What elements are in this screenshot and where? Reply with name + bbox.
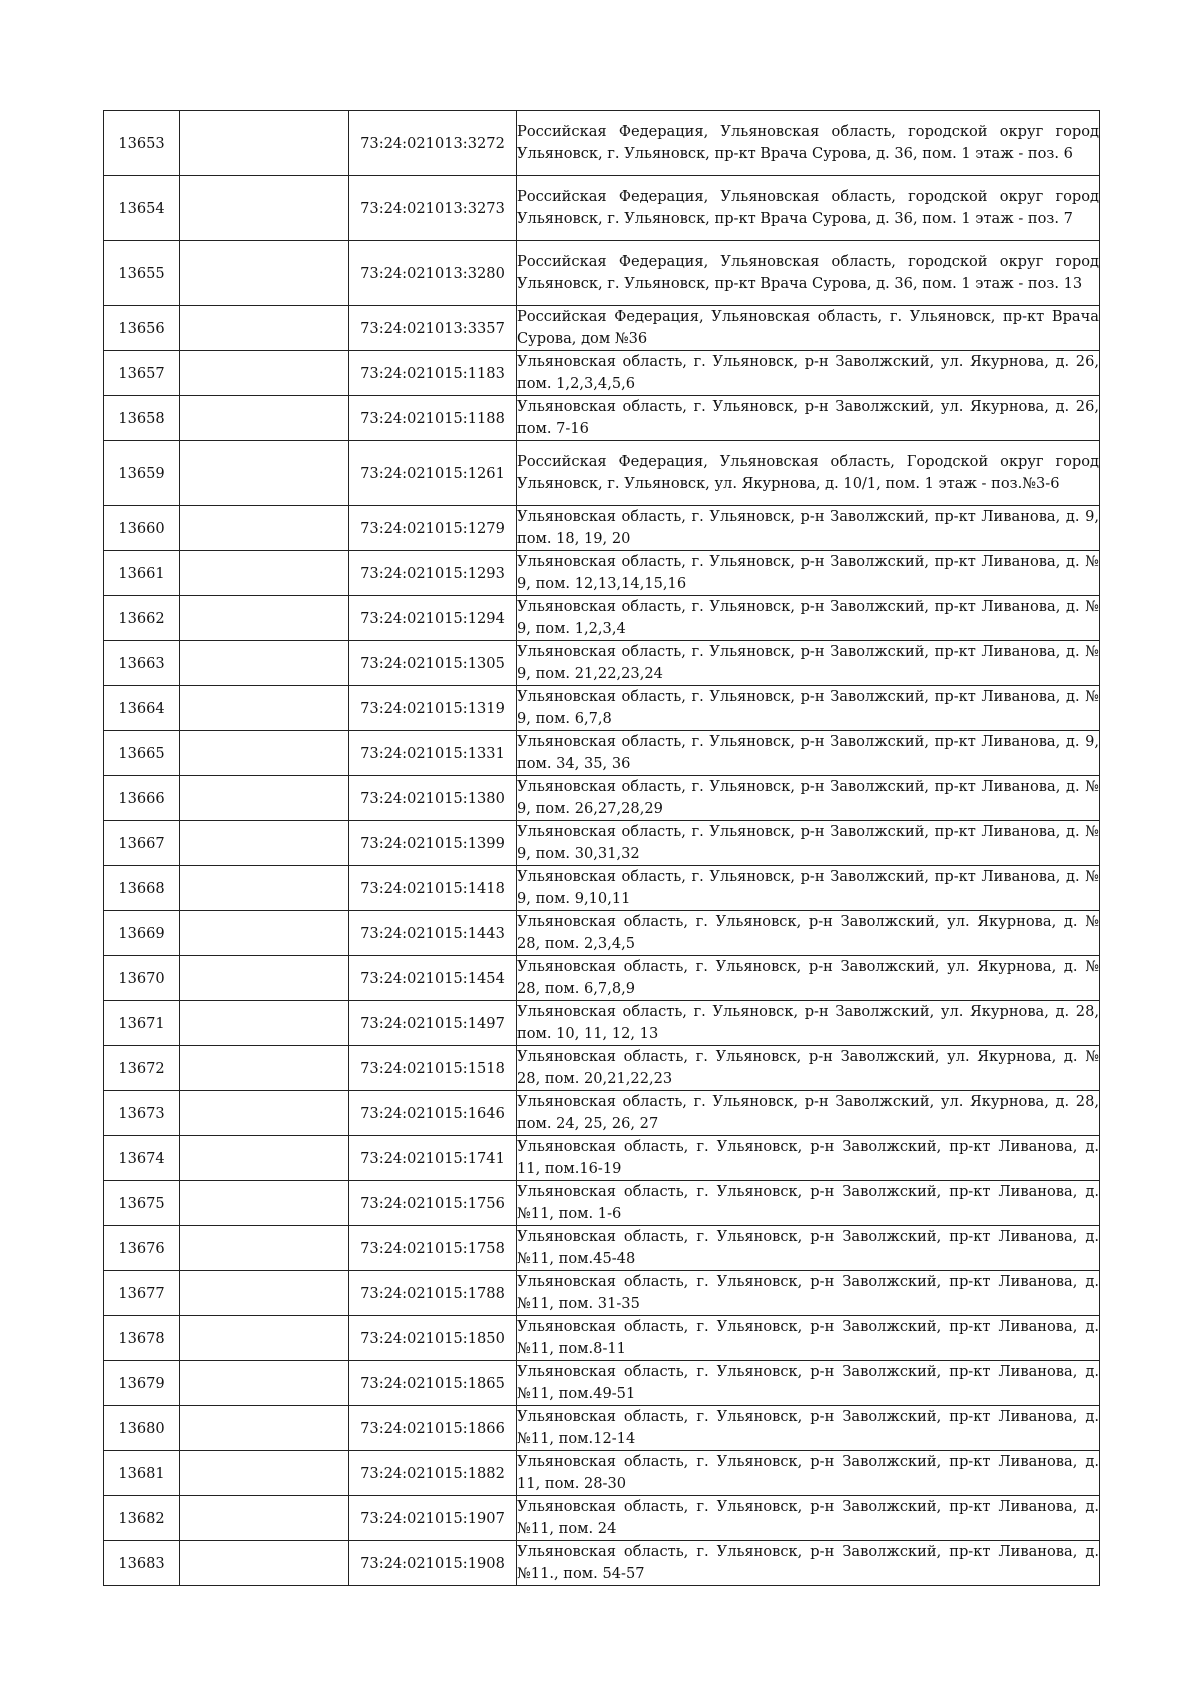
- row-number-cell: 13683: [104, 1541, 180, 1586]
- row-number-cell: 13658: [104, 396, 180, 441]
- owner-cell: [180, 596, 349, 641]
- table-row: [104, 176, 1100, 241]
- table-row: [104, 241, 1100, 306]
- address-cell: Ульяновская область, г. Ульяновск, р-н Заволжский, ул. Якурнова, д. № 28, пом. 2,3,4,5: [517, 911, 1100, 956]
- table-row: [104, 1406, 1100, 1451]
- cadastral-number-cell: 73:24:021015:1331: [349, 731, 517, 776]
- cadastral-number-cell: 73:24:021013:3272: [349, 111, 517, 176]
- owner-cell: [180, 956, 349, 1001]
- cadastral-number-cell: 73:24:021015:1454: [349, 956, 517, 1001]
- owner-cell: [180, 911, 349, 956]
- address-cell: Ульяновская область, г. Ульяновск, р-н Заволжский, пр-кт Ливанова, д. №11, пом. 24: [517, 1496, 1100, 1541]
- address-cell: Ульяновская область, г. Ульяновск, р-н Заволжский, пр-кт Ливанова, д. № 9, пом. 12,13,14,15,16: [517, 551, 1100, 596]
- address-cell: Ульяновская область, г. Ульяновск, р-н Заволжский, ул. Якурнова, д. № 28, пом. 6,7,8,9: [517, 956, 1100, 1001]
- owner-cell: [180, 1046, 349, 1091]
- owner-cell: [180, 111, 349, 176]
- address-cell: Российская Федерация, Ульяновская область, г. Ульяновск, пр-кт Врача Сурова, дом №36: [517, 306, 1100, 351]
- cadastral-number-cell: 73:24:021015:1443: [349, 911, 517, 956]
- row-number-cell: 13655: [104, 241, 180, 306]
- table-row: [104, 1271, 1100, 1316]
- cadastral-number-cell: 73:24:021015:1319: [349, 686, 517, 731]
- cadastral-number-cell: 73:24:021015:1305: [349, 641, 517, 686]
- table-row: [104, 596, 1100, 641]
- cadastral-number-cell: 73:24:021015:1882: [349, 1451, 517, 1496]
- table-row: [104, 1316, 1100, 1361]
- owner-cell: [180, 1181, 349, 1226]
- owner-cell: [180, 1226, 349, 1271]
- cadastral-number-cell: 73:24:021015:1188: [349, 396, 517, 441]
- cadastral-number-cell: 73:24:021015:1907: [349, 1496, 517, 1541]
- table-row: [104, 911, 1100, 956]
- row-number-cell: 13671: [104, 1001, 180, 1046]
- address-cell: Ульяновская область, г. Ульяновск, р-н Заволжский, ул. Якурнова, д. 28, пом. 24, 25, 26, 27: [517, 1091, 1100, 1136]
- cadastral-number-cell: 73:24:021015:1279: [349, 506, 517, 551]
- table-row: [104, 956, 1100, 1001]
- address-cell: Ульяновская область, г. Ульяновск, р-н Заволжский, пр-кт Ливанова, д. №11, пом.8-11: [517, 1316, 1100, 1361]
- cadastral-number-cell: 73:24:021015:1183: [349, 351, 517, 396]
- table-row: [104, 551, 1100, 596]
- owner-cell: [180, 441, 349, 506]
- cadastral-number-cell: 73:24:021015:1850: [349, 1316, 517, 1361]
- owner-cell: [180, 776, 349, 821]
- row-number-cell: 13666: [104, 776, 180, 821]
- owner-cell: [180, 306, 349, 351]
- address-cell: Российская Федерация, Ульяновская область, городской округ город Ульяновск, г. Ульяновск, пр-кт Врача Сурова, д. 36, пом. 1 этаж - поз. 13: [517, 241, 1100, 306]
- table-row: [104, 506, 1100, 551]
- address-cell: Ульяновская область, г. Ульяновск, р-н Заволжский, пр-кт Ливанова, д. 9, пом. 18, 19, 20: [517, 506, 1100, 551]
- owner-cell: [180, 1361, 349, 1406]
- owner-cell: [180, 686, 349, 731]
- registry-body: [104, 111, 1100, 1586]
- cadastral-number-cell: 73:24:021015:1788: [349, 1271, 517, 1316]
- address-cell: Ульяновская область, г. Ульяновск, р-н Заволжский, пр-кт Ливанова, д. 11, пом.16-19: [517, 1136, 1100, 1181]
- address-cell: Ульяновская область, г. Ульяновск, р-н Заволжский, ул. Якурнова, д. 28, пом. 10, 11, 12, 13: [517, 1001, 1100, 1046]
- cadastral-number-cell: 73:24:021015:1865: [349, 1361, 517, 1406]
- table-row: [104, 1451, 1100, 1496]
- row-number-cell: 13656: [104, 306, 180, 351]
- owner-cell: [180, 866, 349, 911]
- owner-cell: [180, 506, 349, 551]
- property-registry-table: [103, 110, 1100, 1586]
- cadastral-number-cell: 73:24:021015:1866: [349, 1406, 517, 1451]
- cadastral-number-cell: 73:24:021015:1380: [349, 776, 517, 821]
- row-number-cell: 13660: [104, 506, 180, 551]
- table-row: [104, 1001, 1100, 1046]
- table-row: [104, 1541, 1100, 1586]
- table-row: [104, 111, 1100, 176]
- row-number-cell: 13663: [104, 641, 180, 686]
- row-number-cell: 13681: [104, 1451, 180, 1496]
- address-cell: Ульяновская область, г. Ульяновск, р-н Заволжский, пр-кт Ливанова, д. № 9, пом. 30,31,32: [517, 821, 1100, 866]
- owner-cell: [180, 731, 349, 776]
- row-number-cell: 13654: [104, 176, 180, 241]
- address-cell: Российская Федерация, Ульяновская область, городской округ город Ульяновск, г. Ульяновск, пр-кт Врача Сурова, д. 36, пом. 1 этаж - поз. 6: [517, 111, 1100, 176]
- owner-cell: [180, 1271, 349, 1316]
- table-row: [104, 776, 1100, 821]
- cadastral-number-cell: 73:24:021015:1418: [349, 866, 517, 911]
- row-number-cell: 13664: [104, 686, 180, 731]
- row-number-cell: 13657: [104, 351, 180, 396]
- cadastral-number-cell: 73:24:021015:1908: [349, 1541, 517, 1586]
- cadastral-number-cell: 73:24:021015:1646: [349, 1091, 517, 1136]
- address-cell: Ульяновская область, г. Ульяновск, р-н Заволжский, пр-кт Ливанова, д. 11, пом. 28-30: [517, 1451, 1100, 1496]
- row-number-cell: 13668: [104, 866, 180, 911]
- owner-cell: [180, 1406, 349, 1451]
- owner-cell: [180, 1001, 349, 1046]
- table-row: [104, 641, 1100, 686]
- row-number-cell: 13678: [104, 1316, 180, 1361]
- row-number-cell: 13675: [104, 1181, 180, 1226]
- row-number-cell: 13679: [104, 1361, 180, 1406]
- table-row: [104, 1226, 1100, 1271]
- owner-cell: [180, 1136, 349, 1181]
- owner-cell: [180, 241, 349, 306]
- row-number-cell: 13677: [104, 1271, 180, 1316]
- cadastral-number-cell: 73:24:021013:3280: [349, 241, 517, 306]
- row-number-cell: 13669: [104, 911, 180, 956]
- owner-cell: [180, 176, 349, 241]
- owner-cell: [180, 1451, 349, 1496]
- owner-cell: [180, 1496, 349, 1541]
- table-row: [104, 821, 1100, 866]
- cadastral-number-cell: 73:24:021015:1518: [349, 1046, 517, 1091]
- table-row: [104, 1136, 1100, 1181]
- address-cell: Ульяновская область, г. Ульяновск, р-н Заволжский, ул. Якурнова, д. 26, пом. 7-16: [517, 396, 1100, 441]
- owner-cell: [180, 551, 349, 596]
- table-row: [104, 1361, 1100, 1406]
- cadastral-number-cell: 73:24:021015:1741: [349, 1136, 517, 1181]
- table-row: [104, 866, 1100, 911]
- address-cell: Ульяновская область, г. Ульяновск, р-н Заволжский, ул. Якурнова, д. 26, пом. 1,2,3,4,5,6: [517, 351, 1100, 396]
- table-row: [104, 1046, 1100, 1091]
- row-number-cell: 13667: [104, 821, 180, 866]
- row-number-cell: 13670: [104, 956, 180, 1001]
- cadastral-number-cell: 73:24:021015:1756: [349, 1181, 517, 1226]
- address-cell: Ульяновская область, г. Ульяновск, р-н Заволжский, пр-кт Ливанова, д. №11, пом. 1-6: [517, 1181, 1100, 1226]
- address-cell: Ульяновская область, г. Ульяновск, р-н Заволжский, пр-кт Ливанова, д. № 9, пом. 26,27,28,29: [517, 776, 1100, 821]
- table-row: [104, 731, 1100, 776]
- owner-cell: [180, 1316, 349, 1361]
- address-cell: Ульяновская область, г. Ульяновск, р-н Заволжский, пр-кт Ливанова, д. №11, пом.49-51: [517, 1361, 1100, 1406]
- owner-cell: [180, 821, 349, 866]
- row-number-cell: 13653: [104, 111, 180, 176]
- address-cell: Ульяновская область, г. Ульяновск, р-н Заволжский, пр-кт Ливанова, д. № 9, пом. 9,10,11: [517, 866, 1100, 911]
- cadastral-number-cell: 73:24:021013:3273: [349, 176, 517, 241]
- row-number-cell: 13672: [104, 1046, 180, 1091]
- owner-cell: [180, 351, 349, 396]
- address-cell: Ульяновская область, г. Ульяновск, р-н Заволжский, пр-кт Ливанова, д. №11, пом.12-14: [517, 1406, 1100, 1451]
- cadastral-number-cell: 73:24:021015:1294: [349, 596, 517, 641]
- table-row: [104, 396, 1100, 441]
- table-row: [104, 1091, 1100, 1136]
- cadastral-number-cell: 73:24:021013:3357: [349, 306, 517, 351]
- owner-cell: [180, 641, 349, 686]
- row-number-cell: 13662: [104, 596, 180, 641]
- cadastral-number-cell: 73:24:021015:1399: [349, 821, 517, 866]
- row-number-cell: 13676: [104, 1226, 180, 1271]
- cadastral-number-cell: 73:24:021015:1497: [349, 1001, 517, 1046]
- cadastral-number-cell: 73:24:021015:1758: [349, 1226, 517, 1271]
- address-cell: Российская Федерация, Ульяновская область, Городской округ город Ульяновск, г. Ульяновск, ул. Якурнова, д. 10/1, пом. 1 этаж - поз.№3-6: [517, 441, 1100, 506]
- address-cell: Российская Федерация, Ульяновская область, городской округ город Ульяновск, г. Ульяновск, пр-кт Врача Сурова, д. 36, пом. 1 этаж - поз. 7: [517, 176, 1100, 241]
- cadastral-number-cell: 73:24:021015:1293: [349, 551, 517, 596]
- owner-cell: [180, 1541, 349, 1586]
- table-row: [104, 306, 1100, 351]
- row-number-cell: 13673: [104, 1091, 180, 1136]
- address-cell: Ульяновская область, г. Ульяновск, р-н Заволжский, пр-кт Ливанова, д. № 9, пом. 1,2,3,4: [517, 596, 1100, 641]
- owner-cell: [180, 396, 349, 441]
- address-cell: Ульяновская область, г. Ульяновск, р-н Заволжский, пр-кт Ливанова, д. 9, пом. 34, 35, 36: [517, 731, 1100, 776]
- row-number-cell: 13682: [104, 1496, 180, 1541]
- address-cell: Ульяновская область, г. Ульяновск, р-н Заволжский, пр-кт Ливанова, д. № 9, пом. 21,22,23,24: [517, 641, 1100, 686]
- row-number-cell: 13661: [104, 551, 180, 596]
- row-number-cell: 13665: [104, 731, 180, 776]
- table-row: [104, 1496, 1100, 1541]
- cadastral-number-cell: 73:24:021015:1261: [349, 441, 517, 506]
- table-row: [104, 1181, 1100, 1226]
- row-number-cell: 13680: [104, 1406, 180, 1451]
- address-cell: Ульяновская область, г. Ульяновск, р-н Заволжский, пр-кт Ливанова, д. №11., пом. 54-57: [517, 1541, 1100, 1586]
- table-row: [104, 441, 1100, 506]
- row-number-cell: 13659: [104, 441, 180, 506]
- address-cell: Ульяновская область, г. Ульяновск, р-н Заволжский, ул. Якурнова, д. № 28, пом. 20,21,22,23: [517, 1046, 1100, 1091]
- table-row: [104, 686, 1100, 731]
- address-cell: Ульяновская область, г. Ульяновск, р-н Заволжский, пр-кт Ливанова, д. №11, пом. 31-35: [517, 1271, 1100, 1316]
- row-number-cell: 13674: [104, 1136, 180, 1181]
- table-row: [104, 351, 1100, 396]
- address-cell: Ульяновская область, г. Ульяновск, р-н Заволжский, пр-кт Ливанова, д. №11, пом.45-48: [517, 1226, 1100, 1271]
- address-cell: Ульяновская область, г. Ульяновск, р-н Заволжский, пр-кт Ливанова, д. № 9, пом. 6,7,8: [517, 686, 1100, 731]
- owner-cell: [180, 1091, 349, 1136]
